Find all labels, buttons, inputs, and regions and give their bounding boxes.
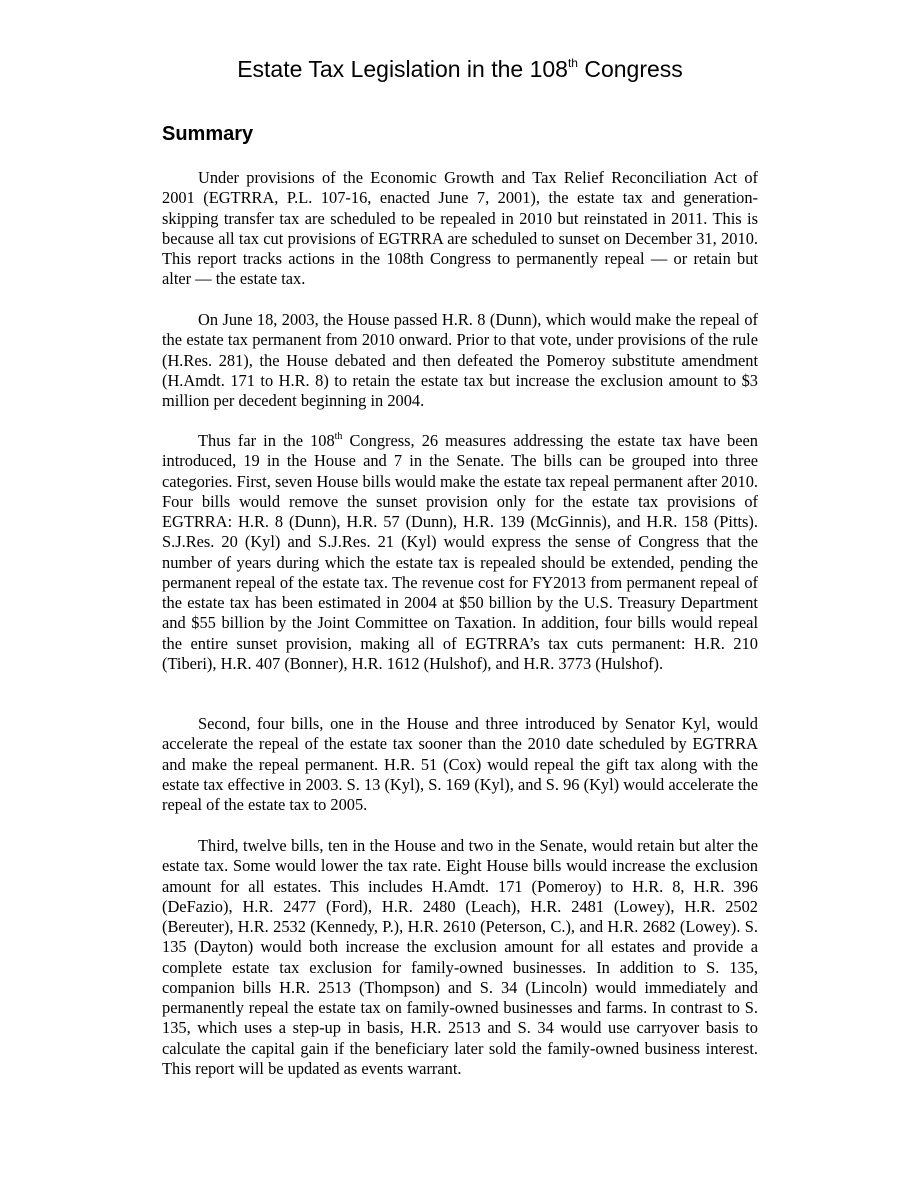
title-text-end: Congress [577, 56, 683, 82]
title-superscript: th [567, 56, 578, 70]
paragraph-3-text-rest: Congress, 26 measures addressing the estate tax have been introduced, 19 in the House and 7 in the Senate. The bills can be grouped into three categories. First, seven House bills would make the estate tax repeal permanent after 2010. Four bills would remove the sunset provision only for the estate tax provisions of EGTRRA: H.R. 8 (Dunn), H.R. 57 (Dunn), H.R. 139 (McGinnis), and H.R. 158 (Pitts). S.J.Res. 20 (Kyl) and S.J.Res. 21 (Kyl) would express the sense of Congress that the number of years during which the estate tax is repealed should be extended, pending the permanent repeal of the estate tax. The revenue cost for FY2013 from permanent repeal of the estate tax has been estimated in 2004 at $50 billion by the U.S. Treasury Department and $55 billion by the Joint Committee on Taxation. In addition, four bills would repeal the entire sunset provision, making all of EGTRRA’s tax cuts permanent: H.R. 210 (Tiberi), H.R. 407 (Bonner), H.R. 1612 (Hulshof), and H.R. 3773 (Hulshof). [162, 431, 758, 673]
document-title [0, 54, 920, 84]
summary-paragraph-3 [162, 431, 758, 674]
paragraph-3-text-start: Thus far in the 108 [198, 431, 335, 450]
title-text: Estate Tax Legislation in the 108 [237, 56, 568, 82]
summary-paragraph-2: On June 18, 2003, the House passed H.R. 8 (Dunn), which would make the repeal of the estate tax permanent from 2010 onward. Prior to that vote, under provisions of the rule (H.Res. 281), the House debated and then defeated the Pomeroy substitute amendment (H.Amdt. 171 to H.R. 8) to retain the estate tax but increase the exclusion amount to $3 million per decedent beginning in 2004. [162, 310, 758, 410]
section-heading-summary: Summary [162, 123, 254, 145]
summary-paragraph-5: Third, twelve bills, ten in the House and two in the Senate, would retain but alter the estate tax. Some would lower the tax rate. Eight House bills would increase the exclusion amount for all estates. This includes H.Amdt. 171 (Pomeroy) to H.R. 8, H.R. 396 (DeFazio), H.R. 2477 (Ford), H.R. 2480 (Leach), H.R. 2481 (Lowey), H.R. 2502 (Bereuter), H.R. 2532 (Kennedy, P.), H.R. 2610 (Peterson, C.), and H.R. 2682 (Lowey). S. 135 (Dayton) would both increase the exclusion amount for all estates and provide a complete estate tax exclusion for family-owned businesses. In addition to S. 135, companion bills H.R. 2513 (Thompson) and S. 34 (Lincoln) would immediately and permanently repeal the estate tax on family-owned businesses and farms. In contrast to S. 135, which uses a step-up in basis, H.R. 2513 and S. 34 would use carryover basis to calculate the capital gain if the beneficiary later sold the family-owned business interest. This report will be updated as events warrant. [162, 836, 758, 1078]
paragraph-3-superscript: th [334, 431, 343, 442]
summary-paragraph-4: Second, four bills, one in the House and three introduced by Senator Kyl, would accelerate the repeal of the estate tax sooner than the 2010 date scheduled by EGTRRA and make the repeal permanent. H.R. 51 (Cox) would repeal the gift tax along with the estate tax effective in 2003. S. 13 (Kyl), S. 169 (Kyl), and S. 96 (Kyl) would accelerate the repeal of the estate tax to 2005. [162, 714, 758, 814]
summary-paragraph-1: Under provisions of the Economic Growth and Tax Relief Reconciliation Act of 2001 (EGTRRA, P.L. 107-16, enacted June 7, 2001), the estate tax and generation-skipping transfer tax are scheduled to be repealed in 2010 but reinstated in 2011. This is because all tax cut provisions of EGTRRA are scheduled to sunset on December 31, 2010. This report tracks actions in the 108th Congress to permanently repeal — or retain but alter — the estate tax. [162, 168, 758, 289]
